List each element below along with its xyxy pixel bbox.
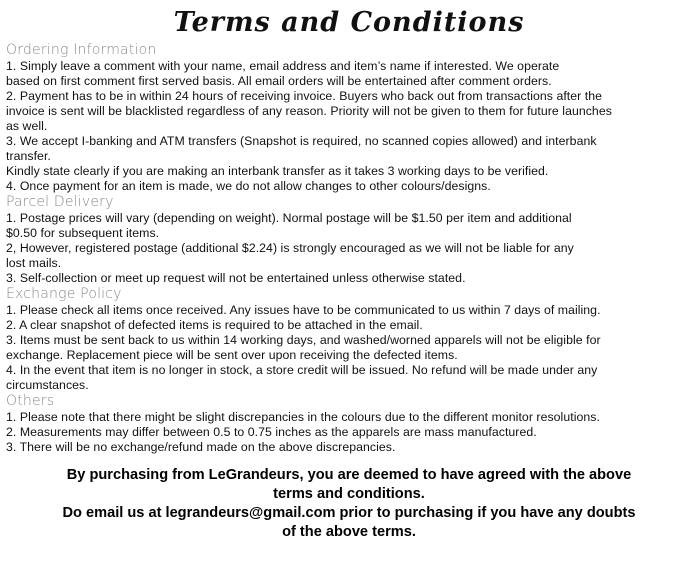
text-line: Kindly state clearly if you are making an interbank transfer as it takes 3 working days to be verified. <box>6 164 549 178</box>
text-line: 3. We accept I-banking and ATM transfers (Snapshot is required, no scanned copies allowed) and interbank <box>6 134 597 148</box>
text-line: 3. There will be no exchange/refund made on the above discrepancies. <box>6 440 396 454</box>
text-line: 2, However, registered postage (additional $2.24) is strongly encouraged as we will not be liable for any <box>6 241 574 255</box>
section-heading: Others <box>6 393 55 409</box>
section-exchange-policy <box>6 286 692 393</box>
text-line: lost mails. <box>6 256 62 270</box>
agreement-notice <box>6 466 692 542</box>
text-line: 2. A clear snapshot of defected items is required to be attached in the email. <box>6 318 423 332</box>
page-title: Terms and Conditions <box>173 7 525 38</box>
text-line: circumstances. <box>6 378 89 392</box>
text-line: 1. Postage prices will vary (depending on weight). Normal postage will be $1.50 per item and additional <box>6 211 572 225</box>
text-line: $0.50 for subsequent items. <box>6 226 160 240</box>
contact-line: Do email us at legrandeurs@gmail.com prior to purchasing if you have any doubts <box>62 505 636 521</box>
section-heading: Parcel Delivery <box>6 194 114 210</box>
agreement-line: By purchasing from LeGrandeurs, you are deemed to have agreed with the above <box>66 467 632 483</box>
text-line: 4. In the event that item is no longer in stock, a store credit will be issued. No refund will be made under any <box>6 363 598 377</box>
text-line: 3. Self-collection or meet up request will not be entertained unless otherwise stated. <box>6 271 466 285</box>
text-line: exchange. Replacement piece will be sent over upon receiving the defected items. <box>6 348 458 362</box>
text-line: based on first comment first served basis. All email orders will be entertained after comment orders. <box>6 74 552 88</box>
section-others <box>6 393 692 455</box>
text-line: 2. Measurements may differ between 0.5 to 0.75 inches as the apparels are mass manufactured. <box>6 425 537 439</box>
section-ordering-information <box>6 42 692 194</box>
text-line: invoice is sent will be blacklisted regardless of any reason. Priority will not be given to them for future launches <box>6 104 612 118</box>
section-heading: Ordering Information <box>6 42 157 58</box>
text-line: 4. Once payment for an item is made, we do not allow changes to other colours/designs. <box>6 179 491 193</box>
text-line: as well. <box>6 119 48 133</box>
section-heading: Exchange Policy <box>6 286 122 302</box>
text-line: 2. Payment has to be in within 24 hours of receiving invoice. Buyers who back out from transactions after the <box>6 89 603 103</box>
text-line: 1. Please check all items once received. Any issues have to be communicated to us within 7 days of mailing. <box>6 303 601 317</box>
contact-line: of the above terms. <box>282 524 416 540</box>
text-line: 1. Simply leave a comment with your name, email address and item’s name if interested. We operate <box>6 59 560 73</box>
text-line: 3. Items must be sent back to us within 14 working days, and washed/worned apparels will not be eligible for <box>6 333 601 347</box>
agreement-line: terms and conditions. <box>273 486 425 502</box>
section-parcel-delivery <box>6 194 692 286</box>
text-line: 1. Please note that there might be slight discrepancies in the colours due to the different monitor resolutions. <box>6 410 600 424</box>
text-line: transfer. <box>6 149 51 163</box>
